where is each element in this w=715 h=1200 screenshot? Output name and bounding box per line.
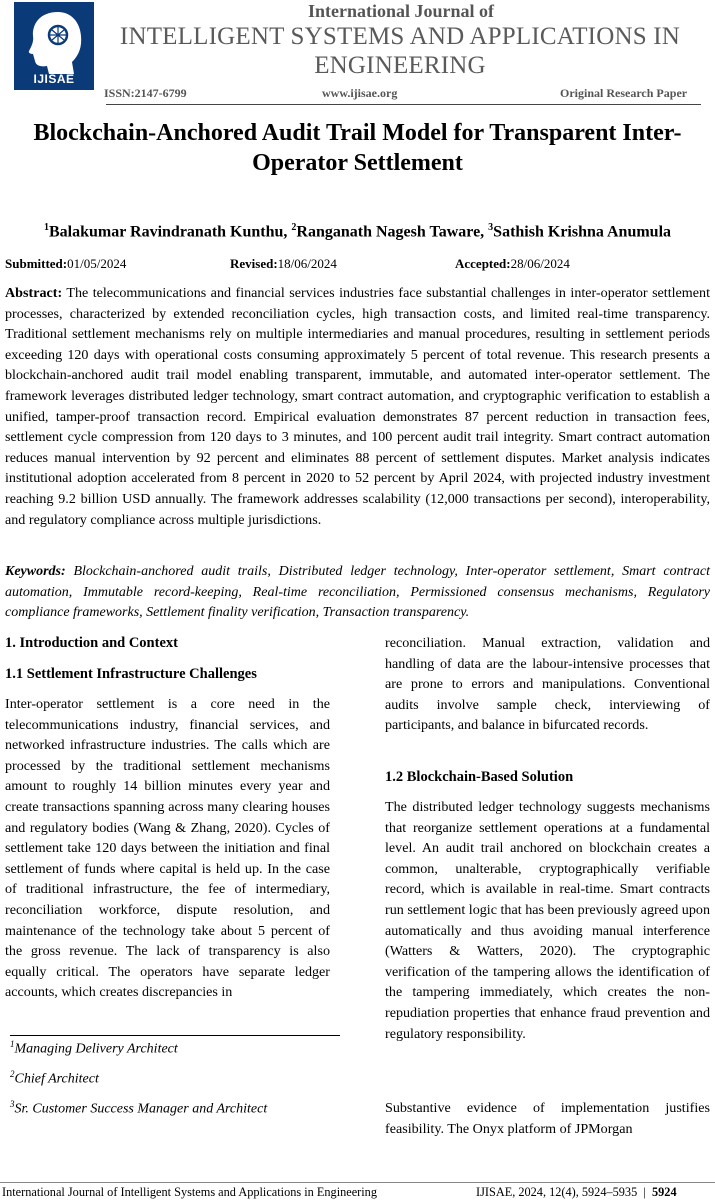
keywords — [5, 562, 710, 624]
body-paragraph: reconciliation. Manual extraction, validation and handling of data are the labour-intensive processes that are prone to errors and manipulations. Conventional audits involve sample check, interviewing of participants, and balance in bifurcated records. — [385, 635, 710, 734]
journal-title-line2: ENGINEERING — [314, 52, 486, 79]
footer-divider — [0, 1182, 715, 1183]
logo-text: IJISAE — [33, 72, 75, 86]
section-heading — [5, 633, 330, 654]
author-sup: 3 — [488, 222, 494, 233]
footnote-text: Chief Architect — [14, 1071, 99, 1087]
keywords-label: Keywords: — [5, 564, 66, 579]
footer-citation — [476, 1185, 677, 1200]
journal-title-line1: INTELLIGENT SYSTEMS AND APPLICATIONS IN — [119, 23, 681, 50]
footer-journal-name: International Journal of Intelligent Systems and Applications in Engineering — [2, 1185, 377, 1199]
header-divider — [106, 104, 701, 105]
journal-title — [100, 22, 700, 80]
citation-text: IJISAE, 2024, 12(4), 5924–5935 — [476, 1185, 638, 1199]
body-paragraph: Inter-operator settlement is a core need in the telecommunications industry, financial services, and networked infrastructure industries. The calls which are processed by the traditional settlement mechanisms amount to roughly 14 billion minutes every year and create transactions spanning across many clearing houses and regulatory bodies (Wang & Zhang, 2020). Cycles of settlement take 120 days between the initiation and final settlement of funds where capital is held up. In the case of traditional infrastructure, the fee of intermediary, reconciliation workforce, dispute resolution, and maintenance of the technology take about 5 percent of the gross revenue. The lack of transparency is also equally critical. The operators have separate ledger accounts, which creates discrepancies in — [5, 696, 330, 1001]
author-separator: , — [283, 223, 292, 241]
revised-label: Revised: — [230, 256, 278, 271]
footnote — [10, 1039, 178, 1058]
section-1-2-heading: 1.2 Blockchain-Based Solution — [385, 769, 574, 785]
revised-date — [230, 256, 337, 272]
footnote-text: Managing Delivery Architect — [14, 1041, 178, 1057]
paper-type: Original Research Paper — [560, 86, 688, 100]
section-1-heading: 1. Introduction and Context — [5, 635, 178, 651]
keywords-text: Blockchain-anchored audit trails, Distributed ledger technology, Inter-operator settlement, Smart contract automation, Immutable record-keeping, Real-time reconciliation, Permissioned consensus mechanisms, Regulatory compliance frameworks, Settlement finality verification, Transaction transparency. — [5, 564, 710, 621]
revised-value: 18/06/2024 — [277, 256, 337, 271]
body-paragraph: The distributed ledger technology suggests mechanisms that reorganize settlement operations at a fundamental level. An audit trail anchored on blockchain creates a common, unalterable, cryptographically verifiable record, which is available in real-time. Smart contracts run settlement logic that has been previously agreed upon automatically and thus avoiding manual interference (Watters & Watters, 2020). The cryptographic verification of the tampering allows the identification of the tampering immediately, which creates the non-repudiation properties that enhance fraud prevention and regulatory responsibility. — [385, 799, 710, 1042]
submitted-value: 01/05/2024 — [67, 256, 127, 271]
section-1-1-heading: 1.1 Settlement Infrastructure Challenges — [5, 666, 257, 682]
subsection-heading — [385, 767, 710, 788]
accepted-value: 28/06/2024 — [510, 256, 570, 271]
abstract-label: Abstract: — [5, 285, 63, 301]
body-paragraph: Substantive evidence of implementation justifies feasibility. The Onyx platform of JPMorgan — [385, 1100, 710, 1137]
abstract-text: The telecommunications and financial services industries face substantial challenges in inter-operator settlement processes, characterized by extended reconciliation cycles, high transaction costs, and limited real-time transparency. Traditional settlement mechanisms rely on multiple intermediaries and manual procedures, resulting in settlement periods exceeding 120 days with operational costs consuming approximately 5 percent of total revenue. This research presents a blockchain-anchored audit trail model enabling transparent, immutable, and automated inter-operator settlement. The framework leverages distributed ledger technology, smart contract automation, and cryptographic verification to establish a unified, tamper-proof transaction record. Empirical evaluation demonstrates 87 percent reduction in transaction fees, settlement cycle compression from 120 days to 3 minutes, and 100 percent audit trail integrity. Smart contract automation reduces manual intervention by 92 percent and eliminates 88 percent of settlement disputes. Market analysis indicates institutional adoption accelerated from 8 percent in 2020 to 52 percent by April 2024, with projected industry investment reaching 9.2 billion USD annually. The framework addresses scalability (12,000 transactions per second), interoperability, and regulatory compliance across multiple jurisdictions. — [5, 285, 710, 528]
footnote — [10, 1099, 267, 1118]
journal-prefix: International Journal of — [308, 1, 495, 21]
footnote-sup: 3 — [10, 1099, 15, 1109]
author-name: Balakumar Ravindranath Kunthu — [48, 223, 284, 241]
footnote-text: Sr. Customer Success Manager and Architect — [14, 1101, 268, 1117]
paper-title-line1: Blockchain-Anchored Audit Trail Model for Transparent Inter- — [33, 120, 682, 146]
abstract — [5, 283, 710, 530]
paper-title — [10, 118, 705, 178]
author-name: Ranganath Nagesh Taware — [296, 223, 481, 241]
footer-separator: | — [643, 1185, 646, 1199]
journal-website-link[interactable]: www.ijisae.org — [322, 86, 398, 100]
journal-logo — [14, 2, 94, 90]
submitted-label: Submitted: — [5, 256, 68, 271]
author-list — [10, 222, 705, 241]
footnote-sup: 2 — [10, 1069, 15, 1079]
author-sup: 2 — [291, 222, 297, 233]
footnote-sup: 1 — [10, 1039, 15, 1049]
footnote-divider — [10, 1035, 340, 1036]
paper-title-line2: Operator Settlement — [252, 150, 463, 176]
author-sup: 1 — [43, 222, 49, 233]
subsection-heading — [5, 664, 330, 685]
accepted-label: Accepted: — [455, 256, 511, 271]
author-name: Sathish Krishna Anumula — [493, 223, 672, 241]
issn: ISSN:2147-6799 — [104, 86, 187, 100]
author-separator: , — [480, 223, 489, 241]
submitted-date — [5, 256, 126, 272]
accepted-date — [455, 256, 570, 272]
footnote — [10, 1069, 99, 1088]
page-number: 5924 — [652, 1185, 677, 1199]
